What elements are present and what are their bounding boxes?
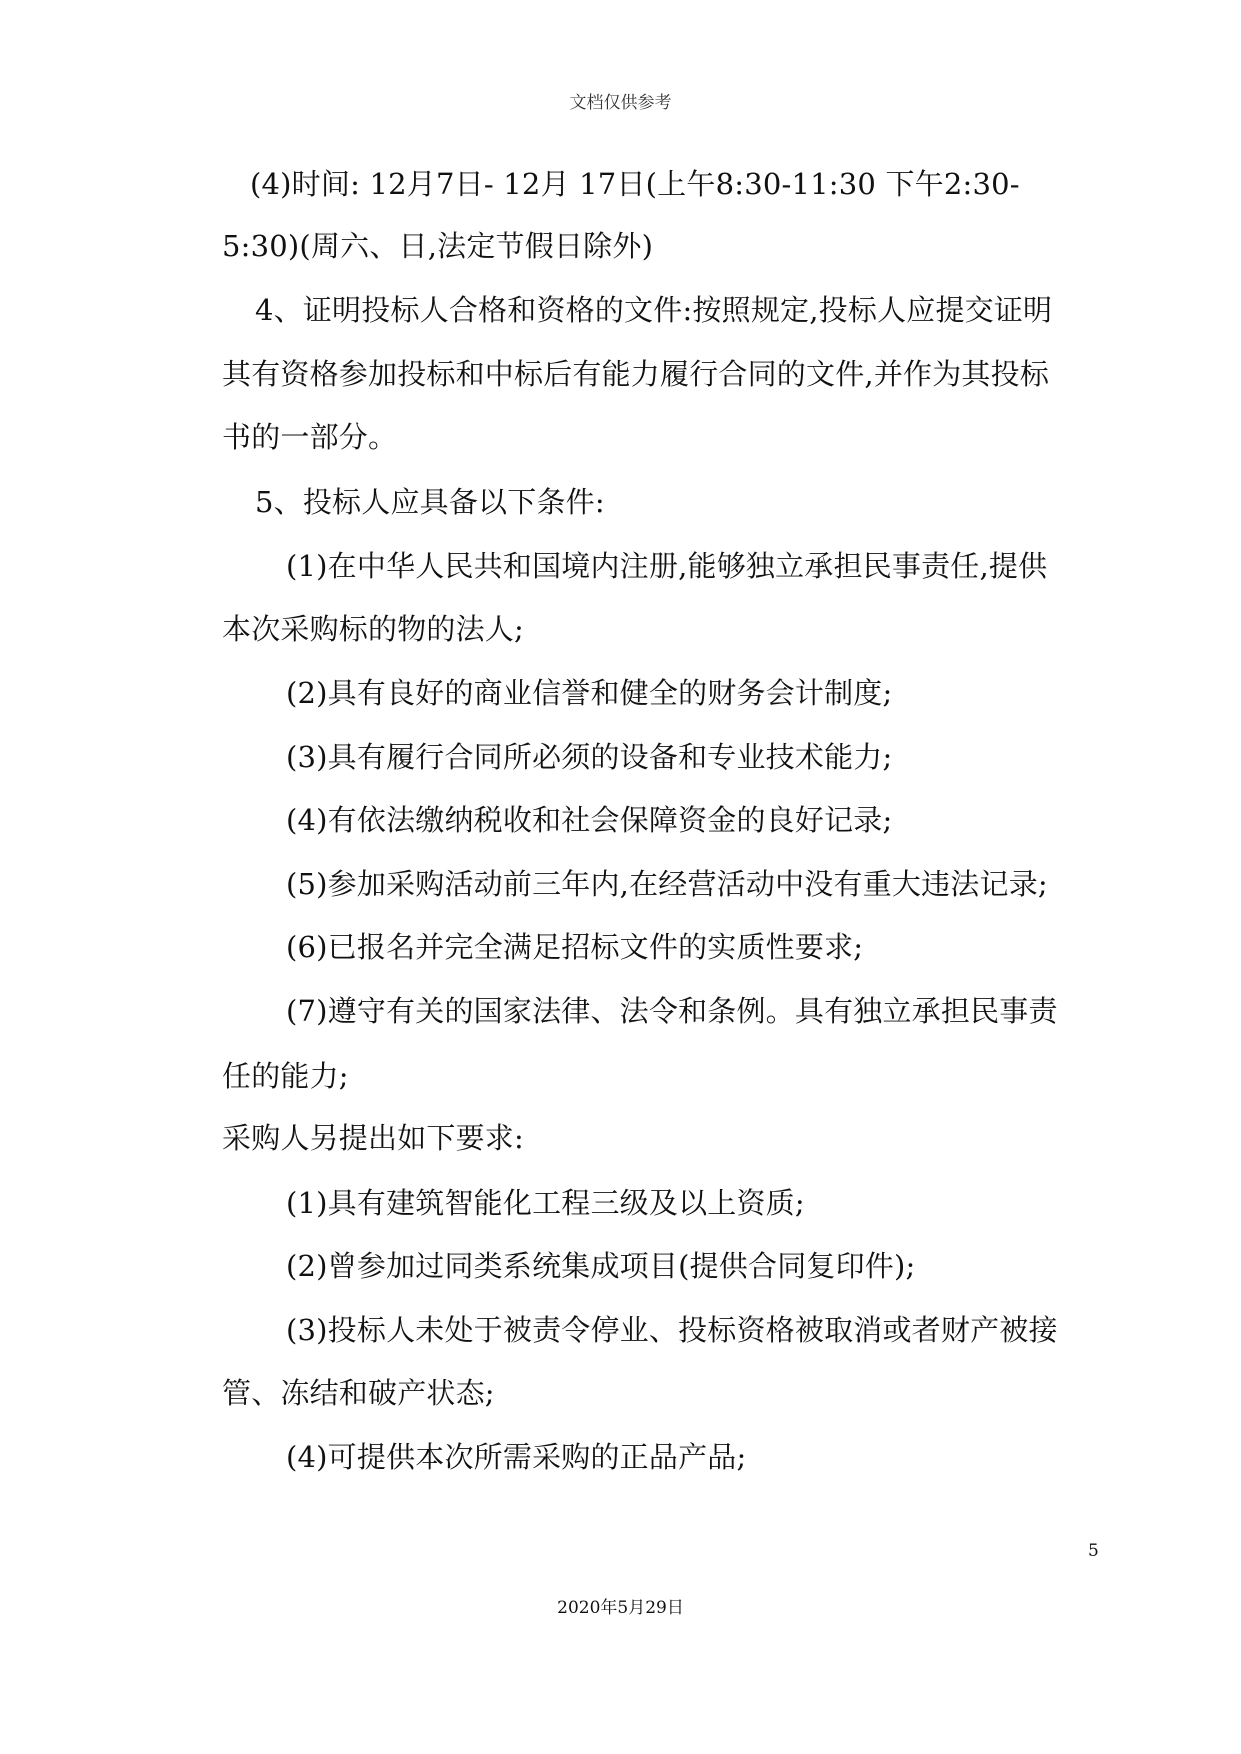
text-line: 本次采购标的物的法人; [222, 612, 524, 646]
text-line: 5:30)(周六、日,法定节假日除外) [222, 229, 654, 263]
text-line: 采购人另提出如下要求: [222, 1121, 524, 1155]
page-header: 文档仅供参考 [569, 93, 672, 113]
text-line: (6)已报名并完全满足招标文件的实质性要求; [286, 930, 864, 964]
text-line: 任的能力; [222, 1059, 349, 1093]
text-line: (3)具有履行合同所必须的设备和专业技术能力; [286, 740, 893, 774]
text-line: 管、冻结和破产状态; [222, 1376, 495, 1410]
text-line: (1)具有建筑智能化工程三级及以上资质; [286, 1186, 805, 1220]
text-line: (7)遵守有关的国家法律、法令和条例。具有独立承担民事责 [286, 994, 1058, 1028]
text-line: (2)曾参加过同类系统集成项目(提供合同复印件); [286, 1249, 916, 1283]
text-line: (1)在中华人民共和国境内注册,能够独立承担民事责任,提供 [286, 549, 1048, 583]
text-line: (2)具有良好的商业信誉和健全的财务会计制度; [286, 676, 893, 710]
text-line: 4、证明投标人合格和资格的文件:按照规定,投标人应提交证明 [255, 293, 1053, 327]
text-line: 其有资格参加投标和中标后有能力履行合同的文件,并作为其投标 [222, 357, 1050, 391]
text-line: (4)可提供本次所需采购的正品产品; [286, 1440, 747, 1474]
page-number: 5 [1088, 1541, 1099, 1561]
text-line: 书的一部分。 [222, 420, 398, 454]
text-line: 5、投标人应具备以下条件: [255, 485, 605, 519]
text-line: (4)有依法缴纳税收和社会保障资金的良好记录; [286, 803, 893, 837]
page-footer-date: 2020年5月29日 [557, 1598, 684, 1618]
text-line: (5)参加采购活动前三年内,在经营活动中没有重大违法记录; [286, 867, 1048, 901]
text-line: (3)投标人未处于被责令停业、投标资格被取消或者财产被接 [286, 1313, 1058, 1347]
text-line: (4)时间: 12月7日- 12月 17日(上午8:30-11:30 下午2:30- [250, 167, 1020, 201]
